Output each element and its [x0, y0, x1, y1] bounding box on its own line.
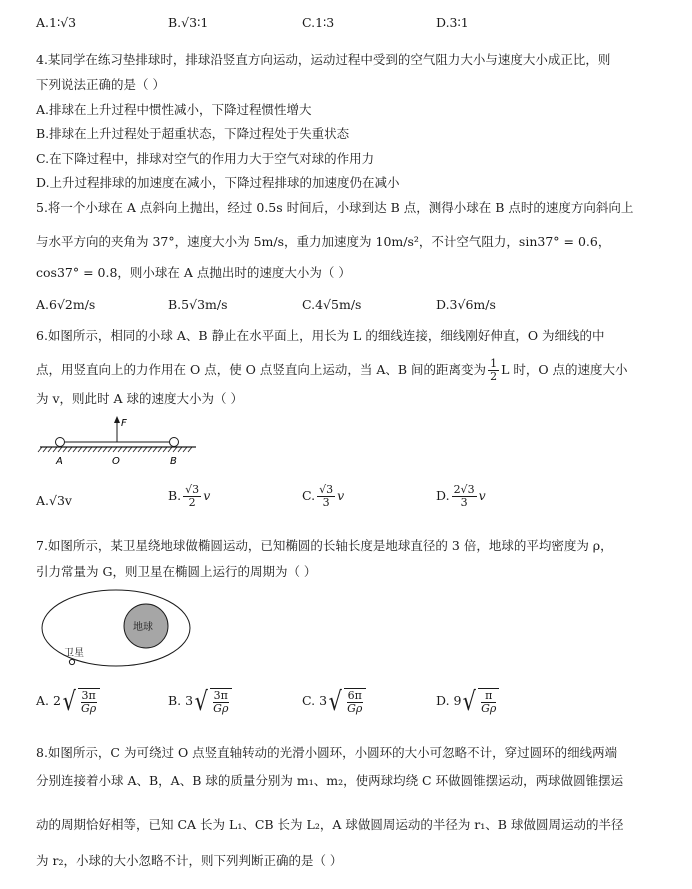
q6-option-b-prefix: B.: [168, 488, 182, 503]
q8-stem-line4: 为 r₂，小球的大小忽略不计，则下列判断正确的是（ ）: [36, 853, 343, 868]
hatch-mark: [38, 447, 42, 452]
q6-option-b-fraction: [183, 484, 201, 509]
hatch-mark: [68, 447, 72, 452]
q7-option-c: [302, 688, 366, 715]
hatch-mark: [138, 447, 142, 452]
q7-option-b-den: Gρ: [213, 702, 229, 715]
hatch-mark: [128, 447, 132, 452]
earth-label: 地球: [133, 622, 153, 633]
q6-fraction-half: [488, 358, 499, 383]
q7-option-a-den: Gρ: [81, 702, 97, 715]
q6-figure: [36, 414, 206, 470]
q7-option-a: [36, 688, 100, 715]
q7-stem-line2: 引力常量为 G，则卫星在椭圆上运行的周期为（ ）: [36, 564, 317, 579]
q5-stem-line2: 与水平方向的夹角为 37°，速度大小为 5m/s，重力加速度为 10m/s²，不计空气阻力，sin37° = 0.6，: [36, 234, 611, 249]
hatch-mark: [123, 447, 127, 452]
q6-option-b-num: √3: [185, 483, 200, 496]
q4-option-d: D.上升过程排球的加速度在减小，下降过程排球的加速度仍在减小: [36, 175, 400, 190]
q6-fraction-num: 1: [490, 357, 498, 370]
label-O: O: [112, 456, 120, 467]
q6-option-c-prefix: C.: [302, 488, 316, 503]
q7-option-d-prefix: D. 9: [436, 693, 462, 708]
label-A: A: [56, 456, 63, 467]
hatch-mark: [153, 447, 157, 452]
q7-option-b-radical: √ $\frac{3\pi}{G\rho}$: [193, 688, 232, 715]
hatch-mark: [113, 447, 117, 452]
hatch-mark: [48, 447, 52, 452]
hatch-mark: [148, 447, 152, 452]
q6-option-b-den: 2: [188, 496, 196, 509]
label-F: F: [121, 418, 127, 429]
q6-option-d-suffix: v: [478, 488, 486, 503]
q5-option-c: C.4√5m/s: [302, 297, 362, 312]
q6-option-b: [168, 484, 210, 509]
q6-option-c-fraction: [317, 484, 335, 509]
hatch-mark: [98, 447, 102, 452]
q4-option-b: B.排球在上升过程处于超重状态，下降过程处于失重状态: [36, 126, 350, 141]
q7-option-a-radical: √ $\frac{3\pi}{G\rho}$: [61, 688, 100, 715]
q7-option-d-den: Gρ: [481, 702, 497, 715]
hatch-mark: [143, 447, 147, 452]
q6-stem-line2-part2: L 时，O 点的速度大小: [501, 362, 628, 377]
hatch-mark: [58, 447, 62, 452]
q6-option-b-suffix: v: [203, 488, 211, 503]
q7-option-c-den: Gρ: [347, 702, 363, 715]
hatch-mark: [168, 447, 172, 452]
q6-option-d-fraction: [452, 484, 477, 509]
q7-option-d-num: π: [481, 690, 496, 703]
q6-option-c: [302, 484, 344, 509]
q7-option-c-num: 6π: [347, 689, 362, 702]
q3-option-b: B.√3∶1: [168, 15, 209, 30]
q4-option-a: A.排球在上升过程中惯性减小，下降过程惯性增大: [36, 102, 312, 117]
hatch-mark: [118, 447, 122, 452]
q4-option-c: C.在下降过程中，排球对空气的作用力大于空气对球的作用力: [36, 151, 375, 166]
q5-option-d: D.3√6m/s: [436, 297, 496, 312]
q3-option-c: C.1∶3: [302, 15, 335, 30]
hatch-mark: [88, 447, 92, 452]
q4-stem-line1: 4.某同学在练习垫排球时，排球沿竖直方向运动，运动过程中受到的空气阻力大小与速度大小成正比，则: [36, 52, 611, 67]
label-B: B: [170, 456, 177, 467]
q5-option-b: B.5√3m/s: [168, 297, 228, 312]
q6-stem-line2: [36, 358, 628, 383]
hatch-mark: [178, 447, 182, 452]
q6-option-c-den: 3: [322, 496, 330, 509]
hatch-mark: [83, 447, 87, 452]
q7-stem-line1: 7.如图所示，某卫星绕地球做椭圆运动，已知椭圆的长轴长度是地球直径的 3 倍，地球的平均密度为 ρ，: [36, 538, 613, 553]
q4-stem-line2: 下列说法正确的是（ ）: [36, 77, 165, 92]
q5-option-a: A.6√2m/s: [36, 297, 96, 312]
q7-option-b-prefix: B. 3: [168, 693, 194, 708]
hatch-mark: [53, 447, 57, 452]
q6-option-a: A.√3v: [36, 493, 72, 508]
q7-option-b-num: 3π: [213, 689, 228, 702]
q3-option-d: D.3∶1: [436, 15, 469, 30]
q6-stem-line1: 6.如图所示，相同的小球 A、B 静止在水平面上，用长为 L 的细线连接，细线刚好伸直，O 为细线的中: [36, 328, 605, 343]
q6-stem-line2-part1: 点，用竖直向上的力作用在 O 点，使 O 点竖直向上运动，当 A、B 间的距离变为: [36, 362, 487, 377]
q7-option-d: [436, 688, 499, 715]
hatch-mark: [188, 447, 192, 452]
q6-option-d-prefix: D.: [436, 488, 450, 503]
q5-stem-line1: 5.将一个小球在 A 点斜向上抛出，经过 0.5s 时间后，小球到达 B 点，测得小球在 B 点时的速度方向斜向上: [36, 200, 634, 215]
hatch-mark: [73, 447, 77, 452]
force-arrow-head: [114, 416, 120, 423]
q3-option-a: A.1∶√3: [36, 15, 77, 30]
satellite-dot: [69, 659, 74, 664]
q8-stem-line3: 动的周期恰好相等，已知 CA 长为 L₁、CB 长为 L₂，A 球做圆周运动的半径为 r₁、B 球做圆周运动的半径: [36, 817, 624, 832]
ball-b: [170, 438, 179, 447]
q8-stem-line2: 分别连接着小球 A、B，A、B 球的质量分别为 m₁、m₂，使两球均绕 C 环做圆锥摆运动，两球做圆锥摆运: [36, 773, 624, 788]
hatch-mark: [63, 447, 67, 452]
q6-option-d: [436, 484, 486, 509]
q7-option-a-num: 3π: [81, 689, 96, 702]
q5-stem-line3: cos37° = 0.8，则小球在 A 点抛出时的速度大小为（ ）: [36, 265, 351, 280]
hatch-mark: [183, 447, 187, 452]
q7-figure: [36, 586, 196, 670]
hatch-mark: [78, 447, 82, 452]
q7-option-c-radical: √ $\frac{6\pi}{G\rho}$: [327, 688, 366, 715]
q8-stem-line1: 8.如图所示，C 为可绕过 O 点竖直轴转动的光滑小圆环，小圆环的大小可忽略不计，穿过圆环的细线两端: [36, 745, 618, 760]
hatch-mark: [133, 447, 137, 452]
q7-option-a-prefix: A. 2: [36, 693, 61, 708]
hatch-mark: [158, 447, 162, 452]
q6-option-c-suffix: v: [337, 488, 345, 503]
hatch-mark: [93, 447, 97, 452]
hatch-mark: [108, 447, 112, 452]
q7-option-b: [168, 688, 232, 715]
q6-option-c-num: √3: [319, 483, 334, 496]
q6-fraction-den: 2: [490, 370, 498, 383]
q6-option-d-num: 2√3: [453, 483, 475, 496]
q7-option-d-radical: √ $\frac{\pi}{G\rho}$: [461, 688, 499, 715]
ground-hatching: [38, 447, 196, 452]
q7-option-c-prefix: C. 3: [302, 693, 328, 708]
hatch-mark: [163, 447, 167, 452]
q6-option-d-den: 3: [460, 496, 468, 509]
hatch-mark: [103, 447, 107, 452]
q6-stem-line3: 为 v，则此时 A 球的速度大小为（ ）: [36, 391, 243, 406]
ball-a: [56, 438, 65, 447]
hatch-mark: [173, 447, 177, 452]
satellite-label: 卫星: [64, 648, 84, 659]
hatch-mark: [43, 447, 47, 452]
